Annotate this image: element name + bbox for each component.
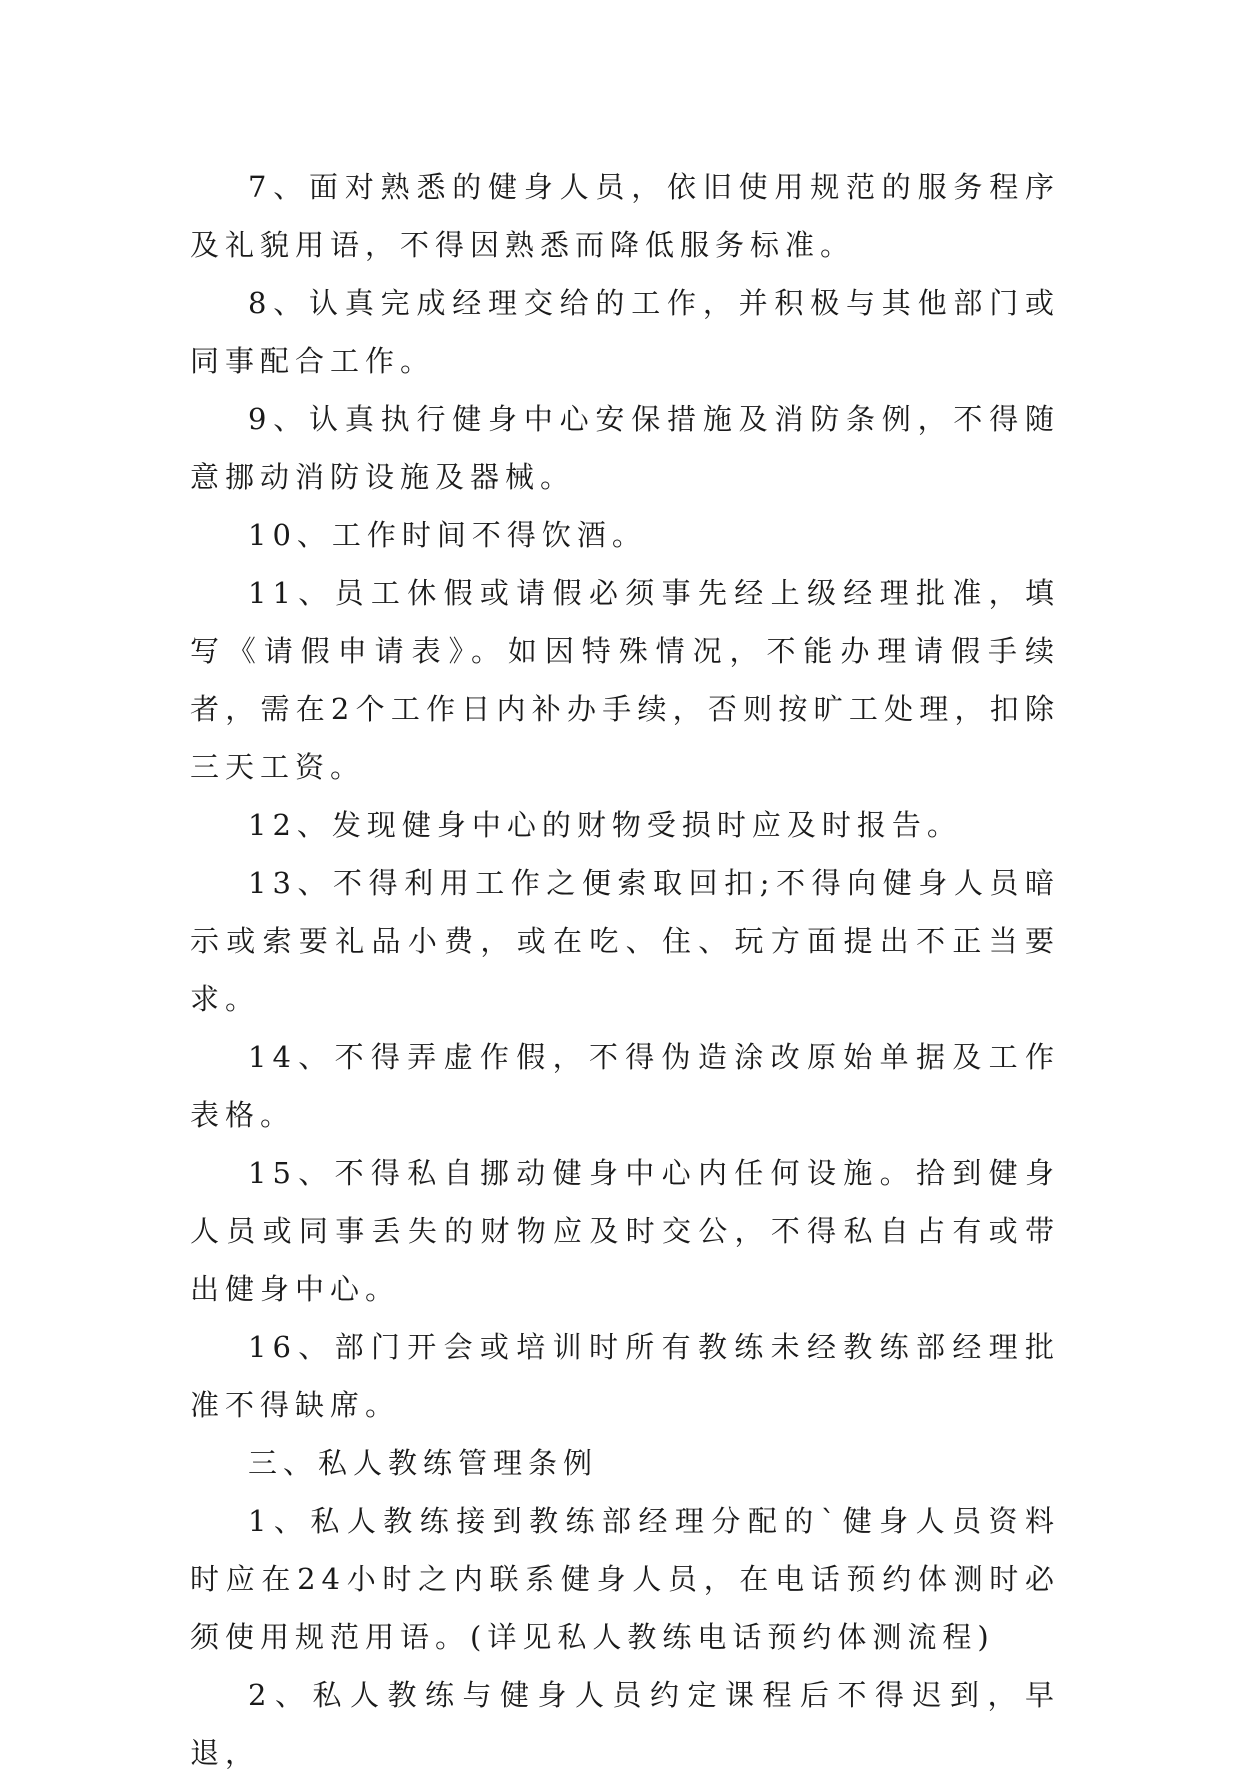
paragraph-rule-9: 9、认真执行健身中心安保措施及消防条例，不得随意挪动消防设施及器械。: [190, 402, 1060, 494]
paragraph-rule-8: 8、认真完成经理交给的工作，并积极与其他部门或同事配合工作。: [190, 286, 1060, 378]
paragraph-rule-10: 10、工作时间不得饮酒。: [248, 518, 647, 552]
paragraph-rule-13: 13、不得利用工作之便索取回扣;不得向健身人员暗示或索要礼品小费，或在吃、住、玩方面提出不正当要求。: [190, 866, 1060, 1016]
paragraph-rule-11: 11、员工休假或请假必须事先经上级经理批准，填写《请假申请表》。如因特殊情况，不能办理请假手续者，需在2个工作日内补办手续，否则按旷工处理，扣除三天工资。: [190, 576, 1060, 784]
paragraph-rule-14: 14、不得弄虚作假，不得伪造涂改原始单据及工作表格。: [190, 1040, 1060, 1132]
paragraph-rule-12: 12、发现健身中心的财物受损时应及时报告。: [248, 808, 962, 842]
paragraph-rule-7: 7、面对熟悉的健身人员，依旧使用规范的服务程序及礼貌用语，不得因熟悉而降低服务标准。: [190, 170, 1060, 262]
document-page: [190, 158, 1060, 1782]
section-heading: 三、私人教练管理条例: [248, 1446, 599, 1480]
paragraph-trainer-rule-2: 2、私人教练与健身人员约定课程后不得迟到，早退，: [190, 1678, 1060, 1770]
paragraph-rule-15: 15、不得私自挪动健身中心内任何设施。拾到健身人员或同事丢失的财物应及时交公，不得私自占有或带出健身中心。: [190, 1156, 1060, 1306]
paragraph-rule-16: 16、部门开会或培训时所有教练未经教练部经理批准不得缺席。: [190, 1330, 1060, 1422]
paragraph-trainer-rule-1: 1、私人教练接到教练部经理分配的`健身人员资料时应在24小时之内联系健身人员，在电话预约体测时必须使用规范用语。(详见私人教练电话预约体测流程): [190, 1504, 1060, 1654]
